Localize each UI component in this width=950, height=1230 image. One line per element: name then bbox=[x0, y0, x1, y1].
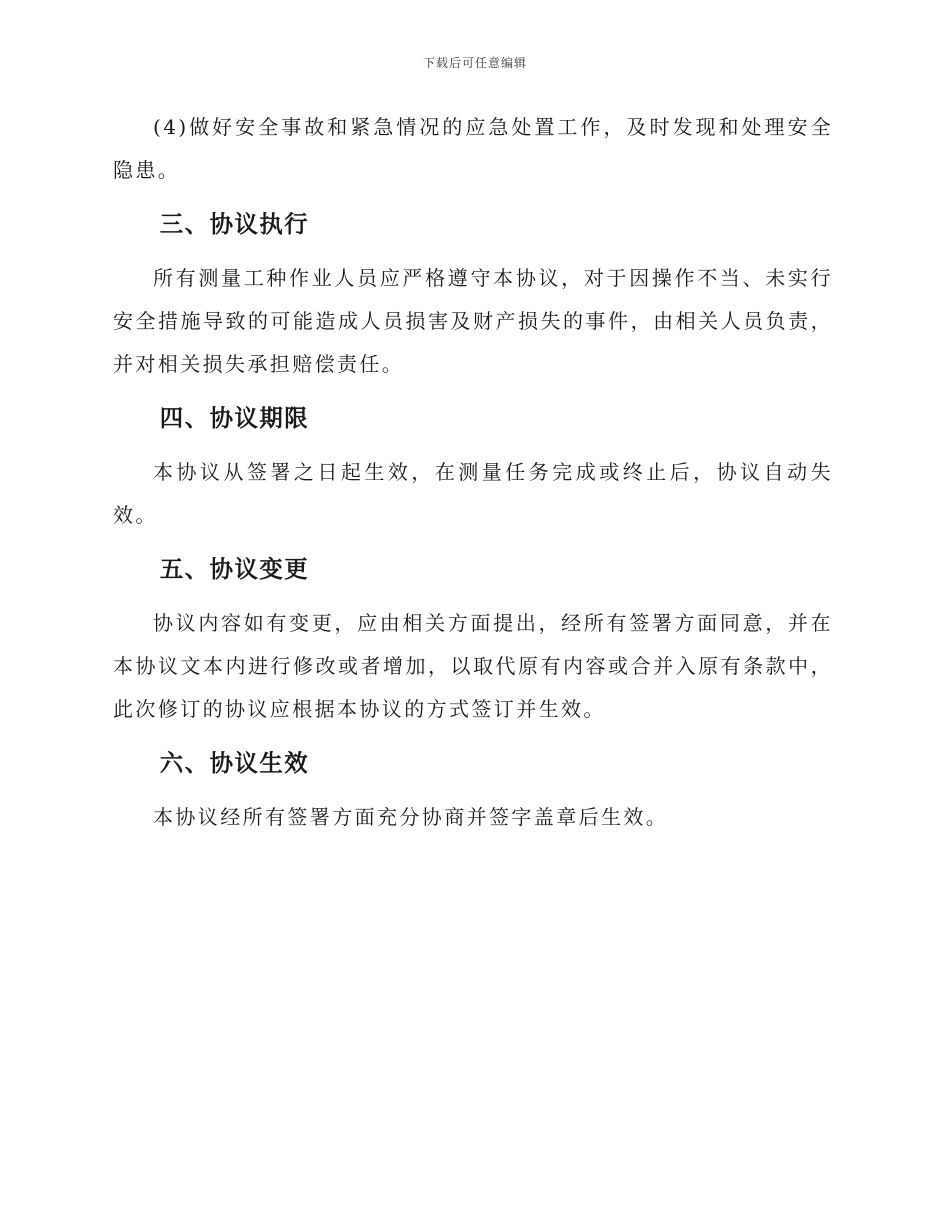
paragraph-execution: 所有测量工种作业人员应严格遵守本协议，对于因操作不当、未实行安全措施导致的可能造成人员损害及财产损失的事件，由相关人员负责，并对相关损失承担赔偿责任。 bbox=[113, 266, 833, 376]
section-heading-effectiveness: 六、协议生效 bbox=[159, 749, 310, 777]
document-body bbox=[113, 106, 833, 839]
section-heading-amendment: 五、协议变更 bbox=[159, 555, 310, 583]
paragraph-effectiveness: 本协议经所有签署方面充分协商并签字盖章后生效。 bbox=[153, 805, 669, 829]
section-heading-term: 四、协议期限 bbox=[159, 404, 310, 432]
paragraph-term: 本协议从签署之日起生效，在测量任务完成或终止后，协议自动失效。 bbox=[113, 460, 833, 527]
paragraph-amendment: 协议内容如有变更，应由相关方面提出，经所有签署方面同意，并在本协议文本内进行修改或者增加，以取代原有内容或合并入原有条款中，此次修订的协议应根据本协议的方式签订并生效。 bbox=[113, 611, 833, 721]
section-heading-execution: 三、协议执行 bbox=[159, 210, 310, 238]
page-header: 下载后可任意编辑 bbox=[422, 56, 527, 70]
paragraph-emergency-handling: (4)做好安全事故和紧急情况的应急处置工作，及时发现和处理安全隐患。 bbox=[113, 115, 833, 182]
